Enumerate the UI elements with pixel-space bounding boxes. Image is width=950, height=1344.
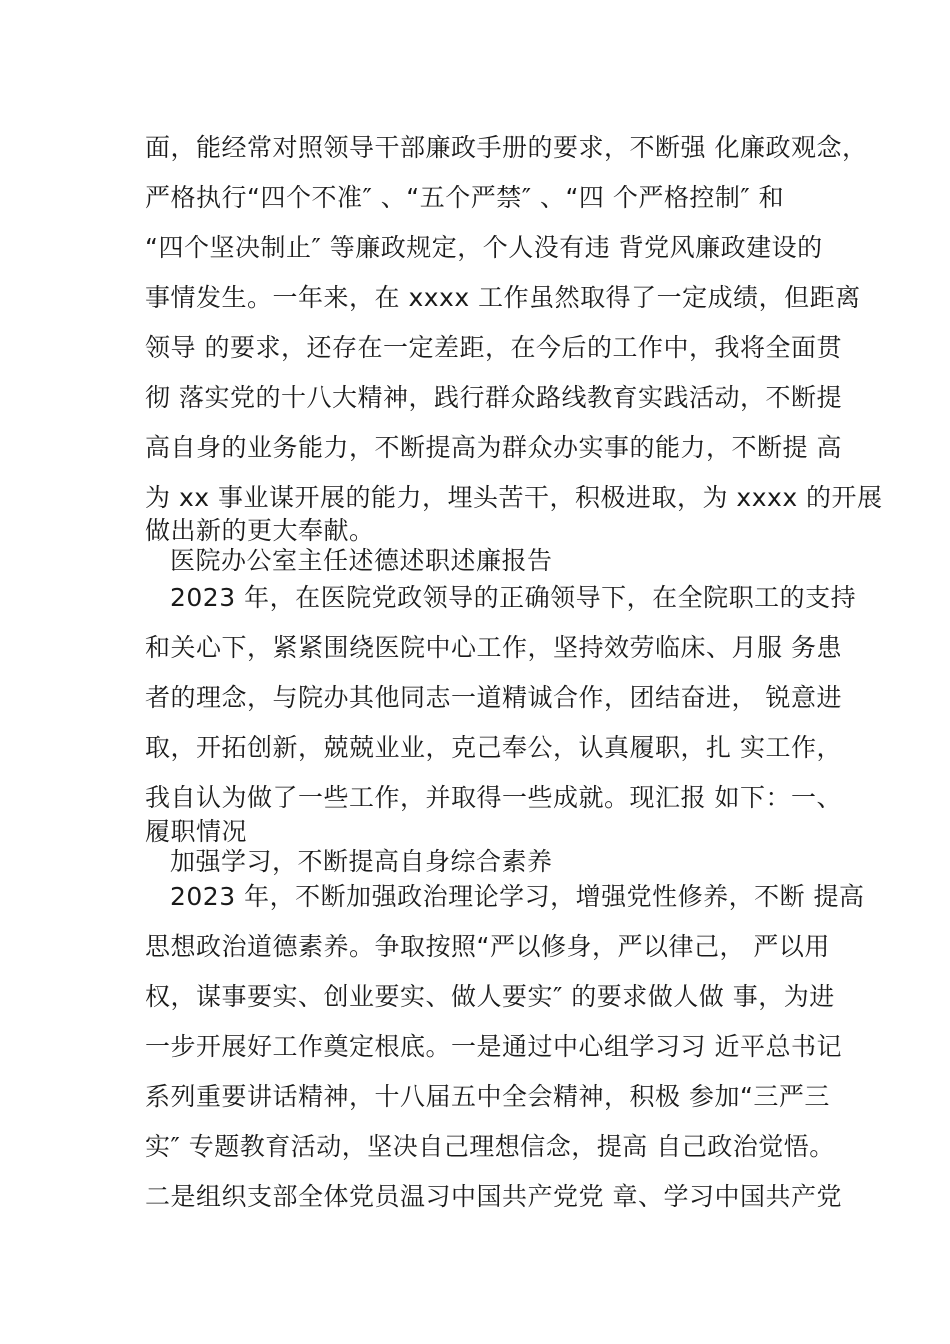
paragraph-line: 2023 年，在医院党政领导的正确领导下，在全院职工的支持 — [170, 583, 857, 612]
paragraph-line: 领导 的要求，还存在一定差距，在今后的工作中，我将全面贯 — [145, 333, 842, 362]
paragraph-line: 高自身的业务能力，不断提高为群众办实事的能力，不断提 高 — [145, 433, 842, 462]
paragraph-line: 一步开展好工作奠定根底。一是通过中心组学习习 近平总书记 — [145, 1032, 842, 1061]
paragraph-line: “四个坚决制止″ 等廉政规定，个人没有违 背党风廉政建设的 — [145, 233, 823, 262]
paragraph-line: 系列重要讲话精神，十八届五中全会精神，积极 参加“三严三 — [145, 1082, 830, 1111]
paragraph-line: 2023 年，不断加强政治理论学习，增强党性修养，不断 提高 — [170, 882, 865, 911]
paragraph-line: 二是组织支部全体党员温习中国共产党党 章、学习中国共产党 — [145, 1182, 842, 1211]
paragraph-line: 彻 落实党的十八大精神，践行群众路线教育实践活动，不断提 — [145, 383, 842, 412]
paragraph-line: 事情发生。一年来，在 xxxx 工作虽然取得了一定成绩，但距离 — [145, 283, 861, 312]
paragraph-line: 思想政治道德素养。争取按照“严以修身，严以律己， 严以用 — [145, 932, 830, 961]
paragraph-line: 取，开拓创新，兢兢业业，克己奉公，认真履职，扎 实工作， — [145, 733, 842, 762]
paragraph-line: 做出新的更大奉献。 — [145, 516, 375, 545]
paragraph-line: 面，能经常对照领导干部廉政手册的要求，不断强 化廉政观念， — [145, 133, 868, 162]
paragraph-line: 严格执行“四个不准″ 、“五个严禁″ 、“四 个严格控制″ 和 — [145, 183, 785, 212]
section-heading: 加强学习，不断提高自身综合素养 — [170, 847, 553, 876]
paragraph-line: 履职情况 — [145, 817, 248, 846]
report-title: 医院办公室主任述德述职述廉报告 — [170, 546, 553, 575]
paragraph-line: 和关心下，紧紧围绕医院中心工作，坚持效劳临床、月服 务患 — [145, 633, 842, 662]
paragraph-line: 我自认为做了一些工作，并取得一些成就。现汇报 如下：一、 — [145, 783, 842, 812]
paragraph-line: 者的理念，与院办其他同志一道精诚合作，团结奋进， 锐意进 — [145, 683, 842, 712]
paragraph-line: 权，谋事要实、创业要实、做人要实″ 的要求做人做 事，为进 — [145, 982, 835, 1011]
paragraph-line: 实″ 专题教育活动，坚决自己理想信念，提高 自己政治觉悟。 — [145, 1132, 835, 1161]
paragraph-line: 为 xx 事业谋开展的能力，埋头苦干，积极进取，为 xxxx 的开展 — [145, 483, 883, 512]
